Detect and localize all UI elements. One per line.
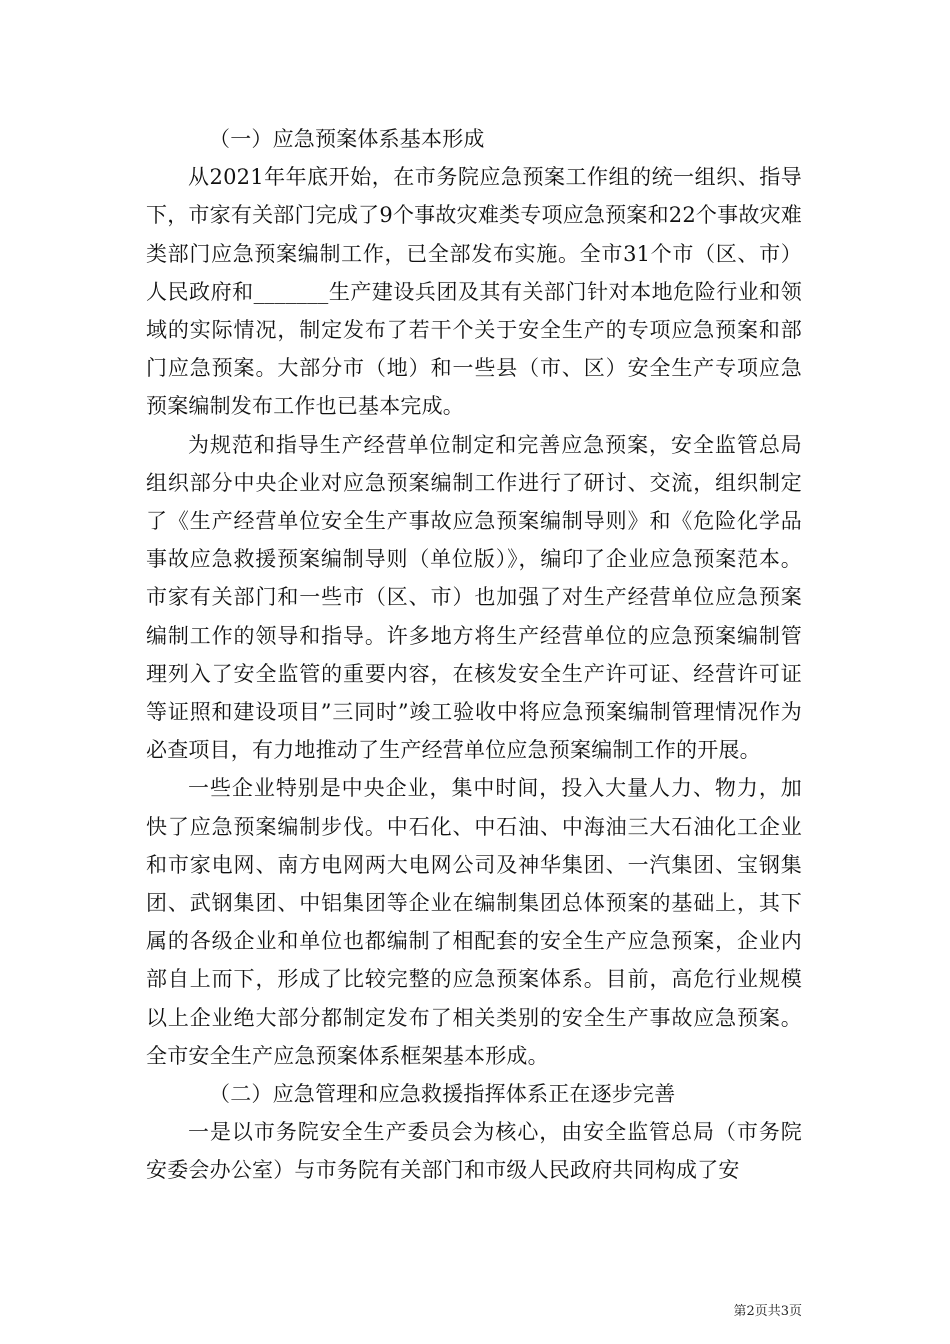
paragraph-3: 一些企业特别是中央企业，集中时间，投入大量人力、物力，加快了应急预案编制步伐。中石化、中石油、中海油三大石油化工企业和市家电网、南方电网两大电网公司及神华集团、一汽集团、宝钢集团、武钢集团、中铝集团等企业在编制集团总体预案的基础上，其下属的各级企业和单位也都编制了相配套的安全生产应急预案，企业内部自上而下，形成了比较完整的应急预案体系。目前，高危行业规模以上企业绝大部分都制定发布了相关类别的安全生产事故应急预案。全市安全生产应急预案体系框架基本形成。: [146, 776, 802, 1068]
paragraph-2: 为规范和指导生产经营单位制定和完善应急预案，安全监管总局组织部分中央企业对应急预案编制工作进行了研讨、交流，组织制定了《生产经营单位安全生产事故应急预案编制导则》和《危险化学品事故应急救援预案编制导则（单位版）》，编印了企业应急预案范本。市家有关部门和一些市（区、市）也加强了对生产经营单位应急预案编制工作的领导和指导。许多地方将生产经营单位的应急预案编制管理列入了安全监管的重要内容，在核发安全生产许可证、经营许可证等证照和建设项目”三同时”竣工验收中将应急预案编制管理情况作为必查项目，有力地推动了生产经营单位应急预案编制工作的开展。: [146, 432, 802, 763]
page-number-footer: 第2页共3页: [733, 1304, 802, 1319]
paragraph-4: 一是以市务院安全生产委员会为核心，由安全监管总局（市务院安委会办公室）与市务院有关部门和市级人民政府共同构成了安: [146, 1120, 802, 1183]
section-heading-2: （二）应急管理和应急救援指挥体系正在逐步完善: [209, 1082, 676, 1107]
paragraph-1: 从2021年年底开始，在市务院应急预案工作组的统一组织、指导下，市家有关部门完成了9个事故灾难类专项应急预案和22个事故灾难类部门应急预案编制工作，已全部发布实施。全市31个市（区、市）人民政府和_______生产建设兵团及其有关部门针对本地危险行业和领域的实际情况，制定发布了若干个关于安全生产的专项应急预案和部门应急预案。大部分市（地）和一些县（市、区）安全生产专项应急预案编制发布工作也已基本完成。: [146, 165, 802, 419]
document-body: [146, 120, 802, 1190]
section-heading-1: （一）应急预案体系基本形成: [209, 127, 485, 151]
